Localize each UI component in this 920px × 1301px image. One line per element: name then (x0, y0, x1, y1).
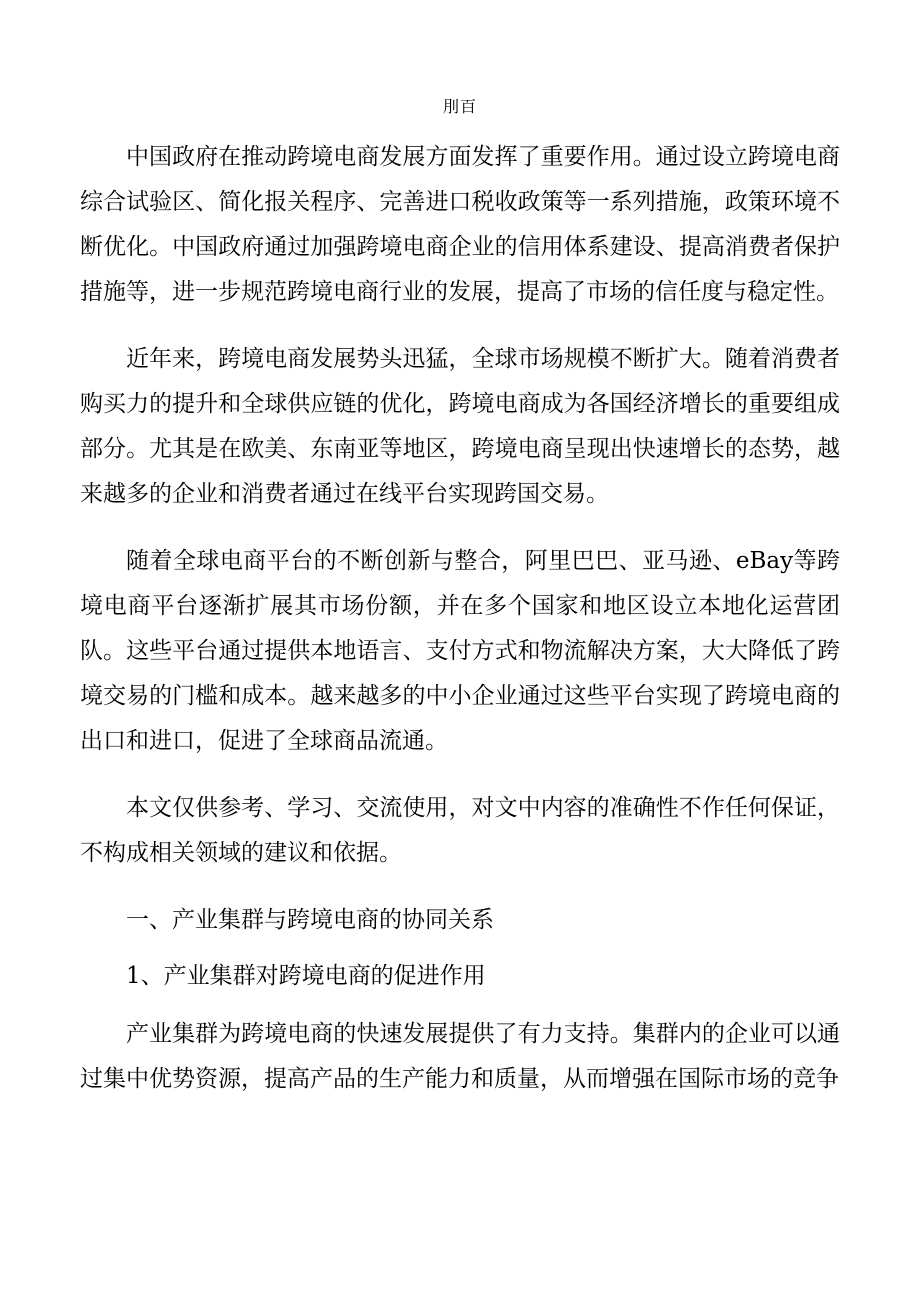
paragraph-market-growth: 近年来，跨境电商发展势头迅猛，全球市场规模不断扩大。随着消费者购买力的提升和全球供应链的优化，跨境电商成为各国经济增长的重要组成部分。尤其是在欧美、东南亚等地区，跨境电商呈现出快速增长的态势，越来越多的企业和消费者通过在线平台实现跨国交易。 (80, 346, 840, 507)
paragraph-disclaimer: 本文仅供参考、学习、交流使用，对文中内容的准确性不作任何保证，不构成相关领域的建议和依据。 (80, 795, 840, 866)
paragraph-platforms: 随着全球电商平台的不断创新与整合，阿里巴巴、亚马逊、eBay等跨境电商平台逐渐扩展其市场份额，并在多个国家和地区设立本地化运营团队。这些平台通过提供本地语言、支付方式和物流解决方案，大大降低了跨境交易的门槛和成本。越来越多的中小企业通过这些平台实现了跨境电商的出口和进口，促进了全球商品流通。 (80, 548, 840, 754)
paragraph-policy: 中国政府在推动跨境电商发展方面发挥了重要作用。通过设立跨境电商综合试验区、简化报关程序、完善进口税收政策等一系列措施，政策环境不断优化。中国政府通过加强跨境电商企业的信用体系建设、提高消费者保护措施等，进一步规范跨境电商行业的发展，提高了市场的信任度与稳定性。 (80, 144, 840, 305)
document-body (80, 135, 840, 1124)
paragraph-industry-cluster: 产业集群为跨境电商的快速发展提供了有力支持。集群内的企业可以通过集中优势资源，提高产品的生产能力和质量，从而增强在国际市场的竞争 (80, 1021, 840, 1092)
subsection-heading: 1、产业集群对跨境电商的促进作用 (126, 963, 486, 989)
page-heading: 刖百 (442, 97, 477, 116)
section-heading: 一、产业集群与跨境电商的协同关系 (126, 907, 494, 933)
